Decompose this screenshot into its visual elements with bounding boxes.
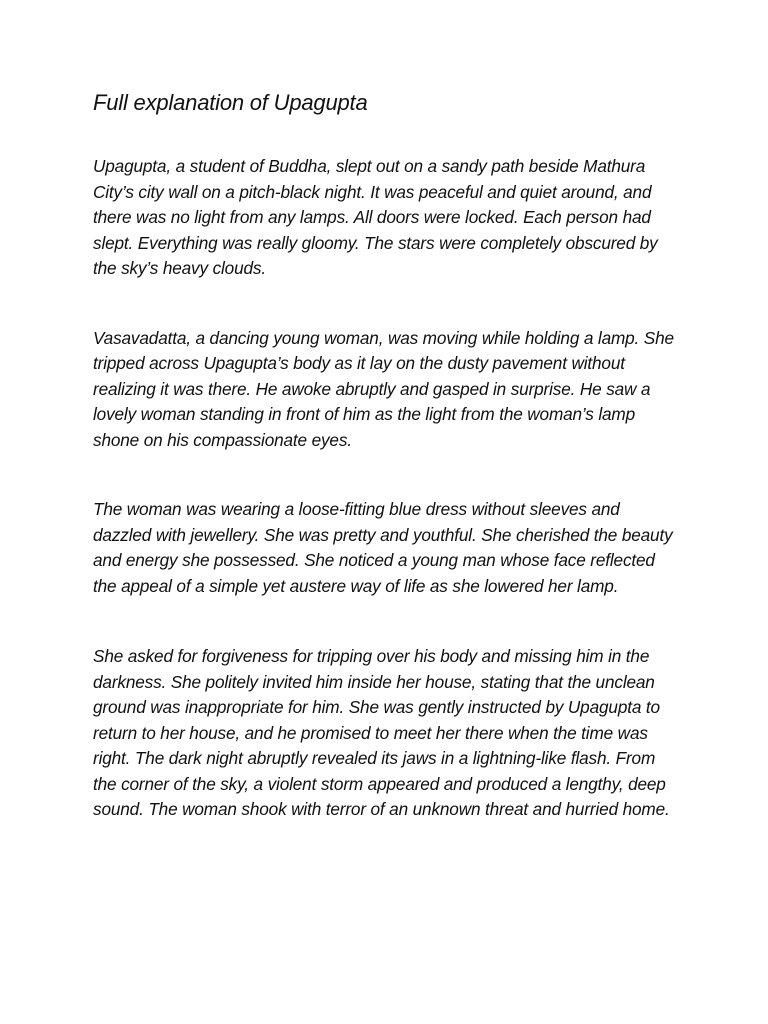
- paragraph-4: She asked for forgiveness for tripping over his body and missing him in the darkness. She politely invited him inside her house, stating that the unclean ground was inappropriate for him. She was gently instructed by Upagupta to return to her house, and he promised to meet her there when the time was right. The dark night abruptly revealed its jaws in a lightning-like flash. From the corner of the sky, a violent storm appeared and produced a lengthy, deep sound. The woman shook with terror of an unknown threat and hurried home.: [93, 646, 670, 819]
- paragraph-2: Vasavadatta, a dancing young woman, was moving while holding a lamp. She tripped across Upagupta’s body as it lay on the dusty pavement without realizing it was there. He awoke abruptly and gasped in surprise. He saw a lovely woman standing in front of him as the light from the woman’s lamp shone on his compassionate eyes.: [93, 327, 674, 450]
- paragraph-3: The woman was wearing a loose-fitting blue dress without sleeves and dazzled with jewellery. She was pretty and youthful. She cherished the beauty and energy she possessed. She noticed a young man whose face reflected the appeal of a simple yet austere way of life as she lowered her lamp.: [93, 499, 673, 596]
- paragraph-1: Upagupta, a student of Buddha, slept out on a sandy path beside Mathura City’s city wall on a pitch-black night. It was peaceful and quiet around, and there was no light from any lamps. All doors were locked. Each person had slept. Everything was really gloomy. The stars were completely obscured by the sky’s heavy clouds.: [93, 156, 658, 278]
- document-title: Full explanation of Upagupta: [93, 90, 368, 115]
